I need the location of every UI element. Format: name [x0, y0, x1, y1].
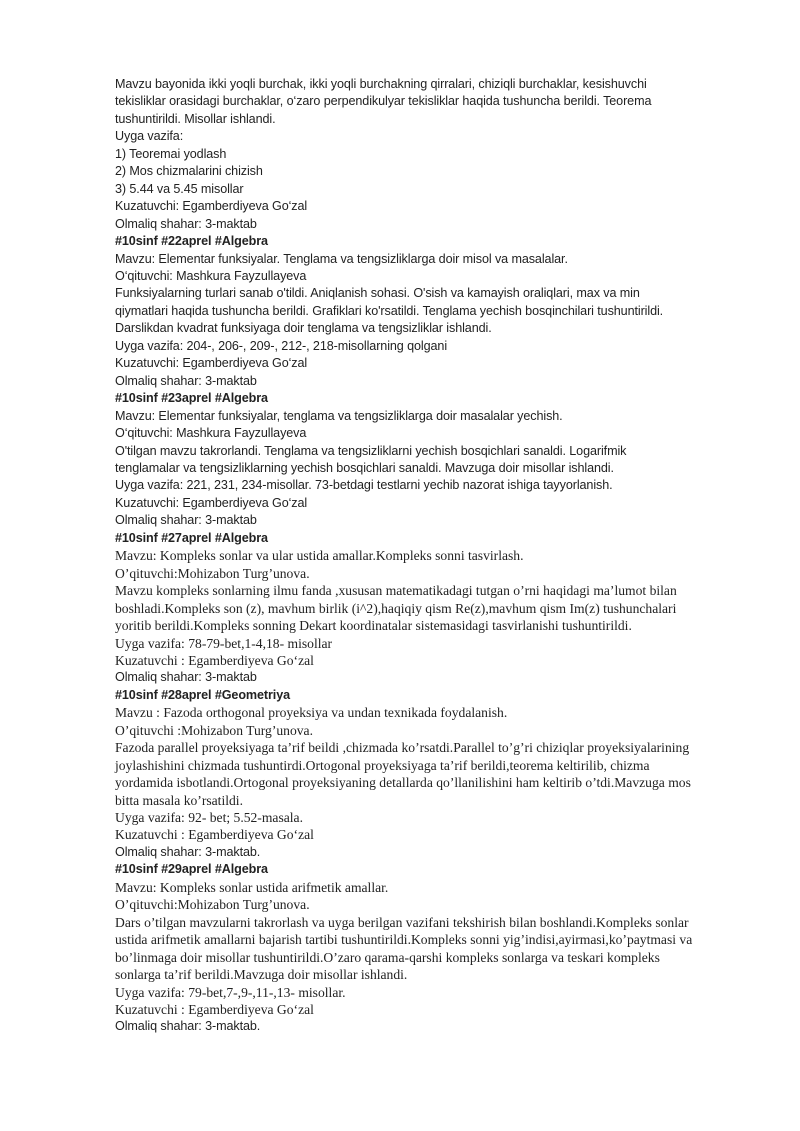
lesson-entry	[115, 390, 745, 530]
intro-text-line: tekisliklar orasidagi burchaklar, o‘zaro perpendikulyar tekisliklar haqida tushuncha berildi. Teorema	[115, 94, 652, 109]
lesson-body-line: boshladi.Kompleks son (z), mavhum birlik (i^2),haqiqiy qism Re(z),mavhum qism Im(z) tushunchalari	[115, 600, 677, 616]
lesson-teacher: O‘qituvchi: Mashkura Fayzullayeva	[115, 268, 307, 283]
lesson-homework: Uyga vazifa: 221, 231, 234-misollar. 73-betdagi testlarni yechib nazorat ishiga tayyorlanish.	[115, 478, 613, 493]
lesson-teacher: O‘qituvchi: Mashkura Fayzullayeva	[115, 426, 307, 441]
lesson-body-line: Dars o’tilgan mavzularni takrorlash va uyga berilgan vazifani tekshirish bilan boshlandi.Kompleks sonlar	[115, 914, 689, 930]
lesson-body-line: yordamida isbotlandi.Ortogonal proyeksiyaning detallarda qo’llanilishini ham keltirib o’tdi.Mavzuga mos	[115, 775, 691, 791]
lesson-body-line: tenglamalar va tengsizliklarning yechish bosqichlari sanaldi. Mavzuga doir misollar ishlandi.	[115, 460, 614, 475]
lesson-topic: Mavzu: Elementar funksiyalar. Tenglama va tengsizliklarga doir misol va masalalar.	[115, 251, 568, 266]
lesson-homework: Uyga vazifa: 92- bet; 5.52-masala.	[115, 810, 303, 826]
hashtag-heading: #10sinf #29aprel #Algebra	[115, 862, 268, 877]
document-page	[115, 76, 745, 1036]
lesson-topic: Mavzu: Kompleks sonlar va ular ustida amallar.Kompleks sonni tasvirlash.	[115, 548, 524, 564]
observer-line: Kuzatuvchi: Egamberdiyeva Go‘zal	[115, 356, 308, 371]
lesson-body-line: yoritib berildi.Kompleks sonning Dekart koordinatalar sistemasidagi tasvirlanishi tushuntirildi.	[115, 618, 632, 634]
hashtag-heading: #10sinf #23aprel #Algebra	[115, 391, 268, 406]
hashtag-heading: #10sinf #27aprel #Algebra	[115, 530, 268, 545]
lesson-entry	[115, 233, 745, 390]
school-line: Olmaliq shahar: 3-maktab.	[115, 844, 261, 859]
lesson-body-line: sonlarga ta’rif berildi.Mavzuga doir misollar ishlandi.	[115, 967, 408, 983]
hashtag-heading: #10sinf #22aprel #Algebra	[115, 234, 268, 249]
homework-task: 3) 5.44 va 5.45 misollar	[115, 181, 244, 196]
lesson-homework: Uyga vazifa: 204-, 206-, 209-, 212-, 218-misollarning qolgani	[115, 338, 448, 353]
intro-text-line: Mavzu bayonida ikki yoqli burchak, ikki yoqli burchakning qirralari, chiziqli burchaklar, kesishuvchi	[115, 77, 647, 91]
lesson-entry	[115, 530, 745, 687]
school-line: Olmaliq shahar: 3-maktab	[115, 373, 257, 388]
observer-line: Kuzatuvchi : Egamberdiyeva Go‘zal	[115, 1002, 314, 1018]
lesson-body-line: Mavzu kompleks sonlarning ilmu fanda ,xususan matematikadagi tutgan o’rni haqidagi ma’lumot bilan	[115, 583, 677, 599]
lesson-body-line: ustida arifmetik amallarni bajarish tartibi tushuntirildi.Kompleks sonni yig’indisi,ayirmasi,ko’paytmasi va	[115, 932, 693, 948]
lesson-body-line: Fazoda parallel proyeksiyaga ta’rif beildi ,chizmada ko’rsatdi.Parallel to’g’ri chiziqlar proyeksiyalarining	[115, 740, 690, 756]
homework-task: 1) Teoremai yodlash	[115, 146, 227, 161]
school-line: Olmaliq shahar: 3-maktab	[115, 216, 257, 231]
lesson-entry	[115, 861, 745, 1036]
lesson-teacher: O’qituvchi:Mohizabon Turg’unova.	[115, 565, 310, 581]
lesson-body-line: bo’linmaga doir misollar tushuntirildi.O’zaro qarama-qarshi kompleks sonlarga va teskari kompleks	[115, 949, 660, 965]
lesson-homework: Uyga vazifa: 78-79-bet,1-4,18- misollar	[115, 635, 333, 651]
intro-text-line: tushuntirildi. Misollar ishlandi.	[115, 111, 276, 126]
school-line: Olmaliq shahar: 3-maktab	[115, 513, 257, 528]
lesson-teacher: O’qituvchi :Mohizabon Turg’unova.	[115, 722, 313, 738]
school-line: Olmaliq shahar: 3-maktab.	[115, 1019, 261, 1034]
homework-task: 2) Mos chizmalarini chizish	[115, 164, 263, 179]
lesson-teacher: O’qituvchi:Mohizabon Turg’unova.	[115, 897, 310, 913]
observer-line: Kuzatuvchi: Egamberdiyeva Go‘zal	[115, 199, 308, 214]
lesson-body-line: bitta masala ko’rsatildi.	[115, 792, 243, 808]
lesson-topic: Mavzu: Kompleks sonlar ustida arifmetik amallar.	[115, 879, 389, 895]
lesson-entry	[115, 687, 745, 862]
intro-section	[115, 76, 745, 233]
observer-line: Kuzatuvchi: Egamberdiyeva Go‘zal	[115, 495, 308, 510]
lesson-topic: Mavzu: Elementar funksiyalar, tenglama va tengsizliklarga doir masalalar yechish.	[115, 408, 563, 423]
hashtag-heading: #10sinf #28aprel #Geometriya	[115, 687, 291, 702]
lesson-body-line: joylashishini chizmada tushuntirdi.Ortogonal proyeksiyaga ta’rif berildi,teorema keltirilib, chizma	[115, 757, 650, 773]
lesson-body-line: qiymatlari haqida tushuncha berildi. Grafiklari ko'rsatildi. Tenglama yechish bosqinchilari tushuntirildi.	[115, 303, 664, 318]
lesson-homework: Uyga vazifa: 79-bet,7-,9-,11-,13- misollar.	[115, 984, 346, 1000]
homework-title: Uyga vazifa:	[115, 129, 184, 144]
lesson-topic: Mavzu : Fazoda orthogonal proyeksiya va undan texnikada foydalanish.	[115, 705, 508, 721]
lesson-body-line: Funksiyalarning turlari sanab o'tildi. Aniqlanish sohasi. O'sish va kamayish oraliqlari, max va min	[115, 286, 640, 301]
lesson-body-line: Darslikdan kvadrat funksiyaga doir tenglama va tengsizliklar ishlandi.	[115, 321, 492, 336]
lesson-body-line: O'tilgan mavzu takrorlandi. Tenglama va tengsizliklarni yechish bosqichlari sanaldi. Logarifmik	[115, 443, 627, 458]
school-line: Olmaliq shahar: 3-maktab	[115, 670, 257, 685]
observer-line: Kuzatuvchi : Egamberdiyeva Go‘zal	[115, 827, 314, 843]
observer-line: Kuzatuvchi : Egamberdiyeva Go‘zal	[115, 652, 314, 668]
